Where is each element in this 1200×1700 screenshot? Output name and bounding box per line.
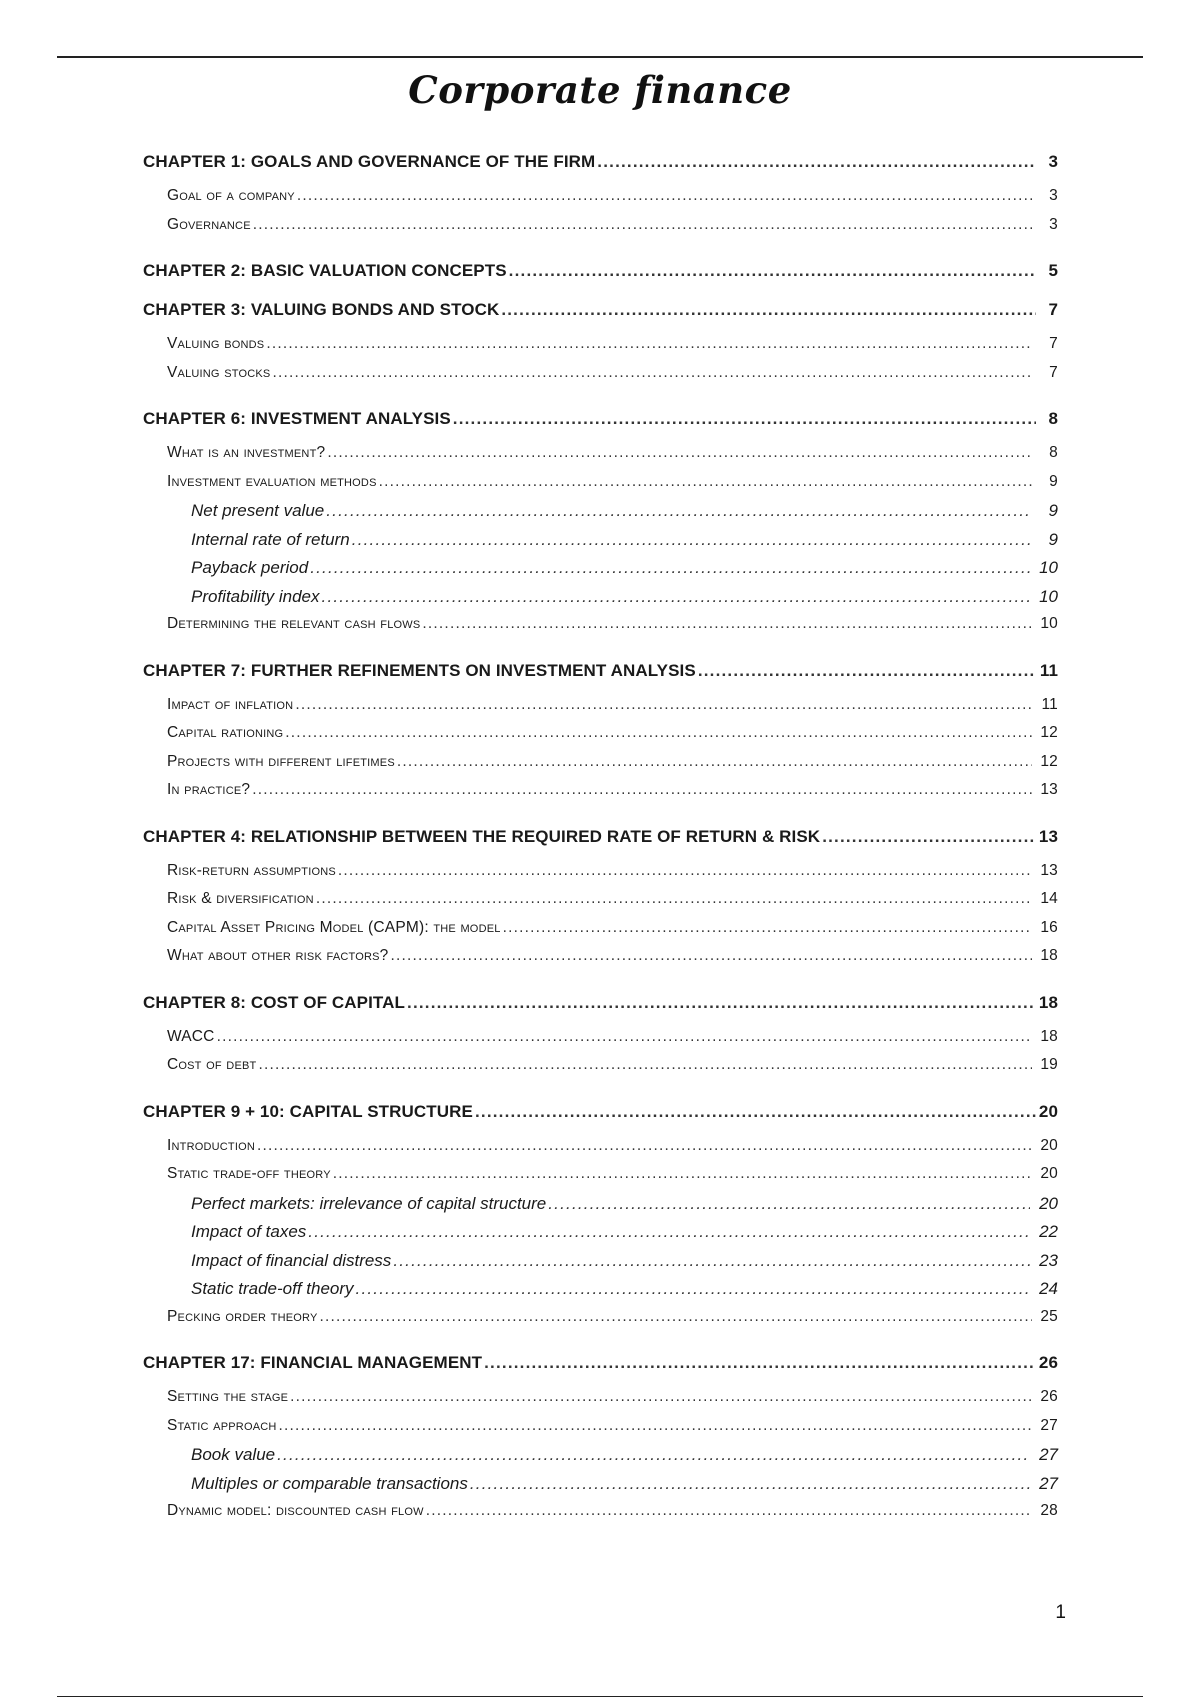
toc-entry-label: CHAPTER 8: COST OF CAPITAL [143, 992, 406, 1012]
toc-dot-leader [297, 187, 1032, 205]
toc-entry-page: 7 [1048, 300, 1058, 319]
toc-entry-page: 14 [1040, 890, 1058, 907]
toc-entry-page: 11 [1039, 660, 1058, 680]
toc-entry-page: 13 [1040, 781, 1058, 798]
toc-entry-page: 9 [1049, 472, 1058, 490]
toc-dot-leader [397, 753, 1032, 771]
toc-entry-page: 7 [1049, 363, 1058, 381]
toc-entry-label: Perfect markets: irrelevance of capital structure [191, 1193, 547, 1213]
toc-dot-leader [698, 661, 1036, 681]
toc-dot-leader [322, 587, 1030, 607]
toc-entry-page: 3 [1049, 215, 1058, 233]
toc-subsection-entry[interactable] [143, 587, 1058, 616]
toc-entry-page: 27 [1039, 1445, 1058, 1464]
toc-subsection-entry[interactable] [143, 1222, 1058, 1251]
toc-chapter-entry[interactable] [143, 300, 1058, 322]
toc-entry-label: Static trade-off theory [167, 1165, 331, 1182]
toc-entry-label: CHAPTER 2: BASIC VALUATION CONCEPTS [143, 261, 507, 280]
toc-subsection-entry[interactable] [143, 1279, 1058, 1308]
table-of-contents [143, 152, 1058, 1531]
toc-dot-leader [338, 862, 1032, 880]
toc-chapter-entry[interactable] [143, 1102, 1058, 1124]
toc-entry-label: What is an investment? [167, 444, 326, 461]
toc-entry-label: CHAPTER 6: INVESTMENT ANALYSIS [143, 409, 451, 428]
toc-entry-page: 20 [1039, 1193, 1058, 1213]
toc-dot-leader [320, 1308, 1033, 1326]
toc-entry-label: Impact of inflation [167, 695, 294, 713]
toc-entry-page: 13 [1040, 861, 1058, 879]
toc-entry-label: Multiples or comparable transactions [191, 1473, 468, 1493]
toc-entry-label: Determining the relevant cash flows [167, 615, 421, 632]
toc-entry-label: Net present value [191, 501, 325, 520]
toc-section-entry[interactable] [143, 615, 1058, 644]
toc-section-entry[interactable] [143, 1137, 1058, 1166]
toc-dot-leader [308, 1222, 1030, 1242]
toc-dot-leader [426, 1502, 1032, 1520]
toc-section-entry[interactable] [143, 1388, 1058, 1417]
toc-dot-leader [379, 473, 1032, 491]
toc-section-entry[interactable] [143, 364, 1058, 393]
toc-dot-leader [822, 827, 1036, 847]
toc-entry-page: 19 [1040, 1056, 1058, 1073]
toc-entry-label: CHAPTER 9 + 10: CAPITAL STRUCTURE [143, 1101, 473, 1121]
toc-entry-label: Valuing stocks [167, 363, 271, 381]
toc-chapter-entry[interactable] [143, 409, 1058, 431]
toc-entry-page: 9 [1048, 501, 1058, 520]
toc-entry-label: CHAPTER 1: GOALS AND GOVERNANCE OF THE FIRM [143, 152, 596, 171]
toc-dot-leader [356, 1279, 1030, 1299]
toc-entry-label: Projects with different lifetimes [167, 752, 395, 770]
toc-section-entry[interactable] [143, 473, 1058, 502]
toc-dot-leader [295, 696, 1032, 714]
toc-entry-page: 25 [1040, 1307, 1058, 1325]
toc-entry-page: 18 [1040, 1027, 1058, 1045]
toc-entry-label: Pecking order theory [167, 1307, 318, 1325]
bottom-rule [57, 1696, 1143, 1697]
toc-chapter-entry[interactable] [143, 993, 1058, 1015]
toc-section-entry[interactable] [143, 862, 1058, 891]
toc-entry-page: 27 [1040, 1416, 1058, 1434]
toc-entry-page: 11 [1041, 695, 1058, 713]
toc-entry-label: Impact of financial distress [191, 1250, 392, 1270]
toc-dot-leader [290, 1388, 1032, 1406]
toc-section-entry[interactable] [143, 1028, 1058, 1057]
toc-dot-leader [310, 558, 1030, 578]
toc-dot-leader [407, 993, 1036, 1013]
toc-dot-leader [252, 781, 1032, 799]
toc-subsection-entry[interactable] [143, 1194, 1058, 1223]
toc-entry-label: CHAPTER 17: FINANCIAL MANAGEMENT [143, 1353, 483, 1372]
toc-chapter-entry[interactable] [143, 152, 1058, 174]
toc-entry-page: 13 [1038, 826, 1058, 846]
toc-dot-leader [333, 1165, 1032, 1183]
toc-dot-leader [253, 216, 1032, 234]
toc-subsection-entry[interactable] [143, 1474, 1058, 1503]
toc-dot-leader [285, 724, 1032, 742]
toc-entry-label: Dynamic model: discounted cash flow [167, 1502, 424, 1519]
toc-dot-leader [327, 444, 1032, 462]
toc-entry-label: Capital Asset Pricing Model (CAPM): the model [167, 918, 501, 936]
toc-entry-label: Static approach [167, 1416, 277, 1434]
toc-section-entry[interactable] [143, 444, 1058, 473]
toc-entry-page: 10 [1040, 615, 1058, 632]
toc-entry-label: Setting the stage [167, 1388, 289, 1405]
toc-dot-leader [277, 1445, 1030, 1465]
toc-entry-page: 23 [1039, 1250, 1058, 1270]
toc-entry-label: Introduction [167, 1136, 255, 1154]
toc-dot-leader [217, 1028, 1032, 1046]
toc-section-entry[interactable] [143, 1308, 1058, 1337]
toc-dot-leader [470, 1474, 1030, 1494]
toc-chapter-entry[interactable] [143, 261, 1058, 283]
top-rule [57, 56, 1143, 58]
toc-entry-page: 28 [1040, 1502, 1058, 1519]
toc-dot-leader [352, 530, 1030, 550]
toc-section-entry[interactable] [143, 216, 1058, 245]
toc-dot-leader [475, 1102, 1036, 1122]
toc-subsection-entry[interactable] [143, 1445, 1058, 1474]
toc-dot-leader [453, 409, 1036, 429]
toc-entry-page: 12 [1040, 752, 1058, 770]
toc-dot-leader [509, 261, 1036, 281]
toc-entry-label: WACC [167, 1027, 215, 1045]
toc-entry-page: 3 [1049, 187, 1058, 204]
document-title: Corporate finance [408, 68, 792, 112]
toc-dot-leader [422, 615, 1032, 633]
toc-entry-page: 20 [1040, 1136, 1058, 1154]
toc-entry-label: CHAPTER 7: FURTHER REFINEMENTS ON INVESTMENT ANALYSIS [143, 660, 696, 680]
toc-section-entry[interactable] [143, 947, 1058, 976]
toc-entry-page: 20 [1040, 1165, 1058, 1182]
toc-entry-page: 20 [1038, 1101, 1058, 1121]
toc-dot-leader [279, 1417, 1032, 1435]
toc-dot-leader [272, 364, 1032, 382]
toc-entry-page: 22 [1039, 1222, 1058, 1241]
toc-subsection-entry[interactable] [143, 501, 1058, 530]
toc-section-entry[interactable] [143, 753, 1058, 782]
toc-entry-label: Capital rationing [167, 724, 284, 741]
toc-subsection-entry[interactable] [143, 530, 1058, 559]
toc-entry-page: 10 [1039, 586, 1058, 606]
toc-entry-label: Internal rate of return [191, 529, 350, 549]
toc-entry-page: 12 [1040, 724, 1058, 741]
toc-section-entry[interactable] [143, 1502, 1058, 1531]
toc-entry-label: What about other risk factors? [167, 947, 389, 964]
toc-entry-page: 9 [1048, 529, 1058, 549]
toc-entry-page: 7 [1049, 335, 1058, 352]
toc-entry-page: 3 [1048, 152, 1058, 171]
toc-entry-page: 26 [1038, 1353, 1058, 1372]
toc-section-entry[interactable] [143, 1056, 1058, 1085]
toc-entry-page: 24 [1039, 1279, 1058, 1298]
toc-entry-page: 8 [1048, 409, 1058, 428]
toc-entry-label: In practice? [167, 781, 251, 798]
toc-entry-label: Static trade-off theory [191, 1279, 354, 1298]
toc-entry-page: 18 [1038, 992, 1058, 1012]
toc-entry-page: 26 [1040, 1388, 1058, 1405]
toc-entry-page: 8 [1049, 444, 1058, 461]
toc-subsection-entry[interactable] [143, 1251, 1058, 1280]
toc-entry-label: Goal of a company [167, 187, 295, 204]
toc-entry-page: 10 [1039, 558, 1058, 577]
toc-entry-label: Risk & diversification [167, 890, 314, 907]
toc-section-entry[interactable] [143, 890, 1058, 919]
toc-entry-label: Risk-return assumptions [167, 861, 336, 879]
toc-chapter-entry[interactable] [143, 827, 1058, 849]
toc-dot-leader [503, 919, 1032, 937]
toc-dot-leader [258, 1056, 1032, 1074]
toc-section-entry[interactable] [143, 187, 1058, 216]
toc-entry-label: Cost of debt [167, 1056, 257, 1073]
toc-dot-leader [257, 1137, 1032, 1155]
toc-section-entry[interactable] [143, 781, 1058, 810]
toc-dot-leader [501, 300, 1036, 320]
toc-dot-leader [597, 152, 1036, 172]
toc-entry-label: Investment evaluation methods [167, 472, 377, 490]
toc-dot-leader [266, 335, 1032, 353]
toc-entry-label: CHAPTER 3: VALUING BONDS AND STOCK [143, 300, 500, 319]
toc-dot-leader [390, 947, 1032, 965]
toc-entry-label: Valuing bonds [167, 335, 265, 352]
toc-entry-page: 27 [1039, 1473, 1058, 1493]
toc-section-entry[interactable] [143, 696, 1058, 725]
toc-dot-leader [548, 1194, 1030, 1214]
page-number: 1 [1055, 1602, 1066, 1623]
toc-entry-label: Governance [167, 215, 251, 233]
toc-section-entry[interactable] [143, 724, 1058, 753]
toc-section-entry[interactable] [143, 1165, 1058, 1194]
toc-section-entry[interactable] [143, 335, 1058, 364]
toc-entry-label: Payback period [191, 558, 309, 577]
toc-entry-page: 18 [1040, 947, 1058, 964]
toc-section-entry[interactable] [143, 919, 1058, 948]
toc-dot-leader [316, 890, 1032, 908]
toc-dot-leader [484, 1353, 1036, 1373]
toc-entry-label: Impact of taxes [191, 1222, 307, 1241]
toc-entry-label: CHAPTER 4: RELATIONSHIP BETWEEN THE REQUIRED RATE OF RETURN & RISK [143, 826, 821, 846]
toc-entry-label: Profitability index [191, 586, 320, 606]
toc-subsection-entry[interactable] [143, 558, 1058, 587]
toc-chapter-entry[interactable] [143, 661, 1058, 683]
toc-entry-page: 16 [1040, 918, 1058, 936]
toc-dot-leader [393, 1251, 1030, 1271]
toc-entry-page: 5 [1048, 261, 1058, 280]
toc-chapter-entry[interactable] [143, 1353, 1058, 1375]
toc-dot-leader [326, 501, 1030, 521]
toc-section-entry[interactable] [143, 1417, 1058, 1446]
toc-entry-label: Book value [191, 1445, 276, 1464]
